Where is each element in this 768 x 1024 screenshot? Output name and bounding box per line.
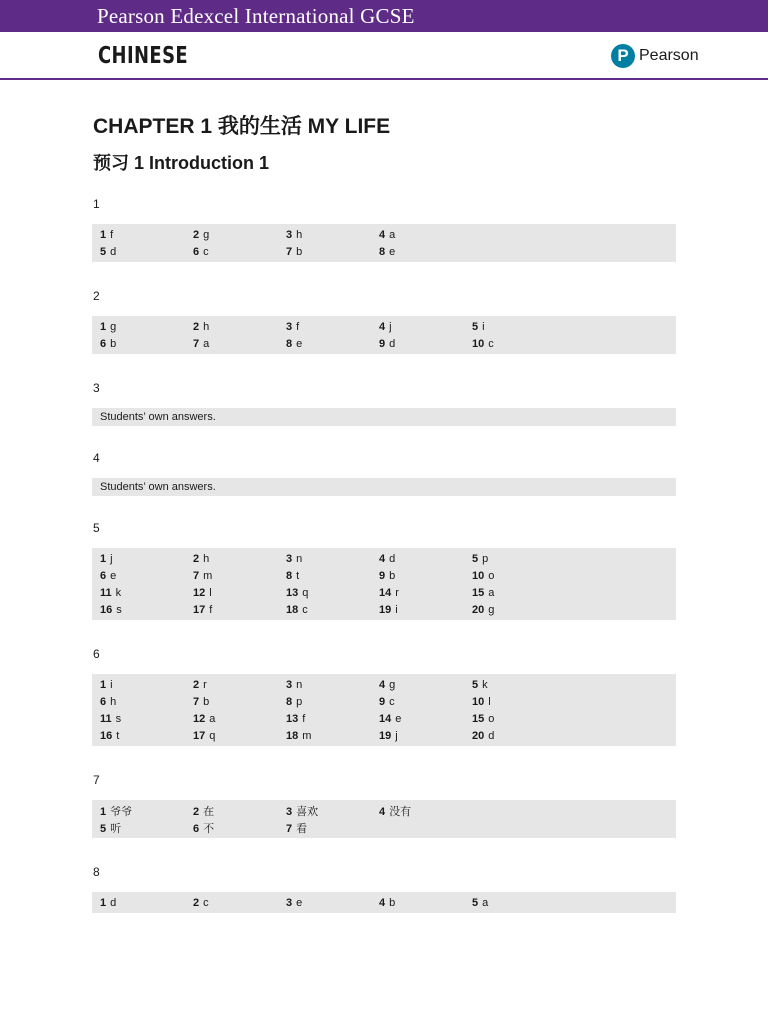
item-answer: g	[389, 678, 396, 691]
item-answer: b	[389, 569, 396, 582]
item-answer: c	[302, 603, 308, 616]
answer-text: Students’ own answers.	[92, 478, 676, 496]
item-answer: g	[110, 320, 117, 333]
pearson-logo	[611, 44, 699, 68]
header-divider	[0, 78, 768, 80]
question-block	[0, 521, 768, 620]
item-number: 5	[472, 678, 479, 691]
item-answer: j	[389, 320, 392, 333]
item-number: 19	[379, 729, 392, 742]
answer-cell	[371, 321, 464, 333]
answer-row	[92, 676, 676, 693]
question-block	[0, 773, 768, 838]
item-answer: a	[482, 896, 489, 909]
item-number: 6	[100, 695, 107, 708]
question-block	[0, 197, 768, 262]
answer-cell	[278, 820, 371, 836]
item-answer: 爷爷	[110, 805, 133, 818]
answer-cell	[371, 553, 464, 565]
answer-cell	[92, 321, 185, 333]
item-answer: i	[482, 320, 485, 333]
item-number: 18	[286, 729, 299, 742]
header-title: Pearson Edexcel International GCSE	[97, 4, 415, 28]
answer-cell	[92, 803, 185, 819]
answer-row	[92, 318, 676, 335]
item-answer: f	[110, 228, 114, 241]
answer-cell	[278, 897, 371, 909]
answer-cell	[371, 730, 464, 742]
item-number: 15	[472, 712, 485, 725]
item-number: 13	[286, 586, 299, 599]
answer-cell	[92, 713, 185, 725]
answer-cell	[92, 604, 185, 616]
item-number: 7	[286, 822, 293, 835]
item-number: 19	[379, 603, 392, 616]
item-number: 8	[286, 695, 293, 708]
item-answer: o	[488, 569, 495, 582]
answer-cell	[371, 604, 464, 616]
item-answer: i	[395, 603, 398, 616]
item-answer: b	[389, 896, 396, 909]
item-answer: h	[203, 552, 210, 565]
item-answer: e	[389, 245, 396, 258]
item-number: 8	[379, 245, 386, 258]
item-answer: d	[110, 896, 117, 909]
item-answer: f	[209, 603, 213, 616]
item-answer: 在	[203, 805, 215, 818]
answer-cell	[371, 338, 464, 350]
answer-cell	[185, 897, 278, 909]
answer-cell	[464, 553, 557, 565]
item-answer: l	[488, 695, 491, 708]
item-answer: 喜欢	[296, 805, 319, 818]
answer-cell	[92, 897, 185, 909]
item-answer: a	[203, 337, 210, 350]
answer-cell	[464, 604, 557, 616]
section-title: 预习 1 Introduction 1	[93, 153, 270, 173]
item-number: 11	[100, 712, 112, 725]
answer-cell	[185, 803, 278, 819]
question-number: 4	[93, 451, 100, 465]
item-number: 17	[193, 603, 206, 616]
question-number: 6	[93, 647, 100, 661]
item-number: 8	[286, 337, 293, 350]
item-number: 2	[193, 678, 200, 691]
answer-cell	[185, 713, 278, 725]
answer-list	[0, 197, 768, 940]
item-answer: t	[116, 729, 120, 742]
item-answer: a	[209, 712, 216, 725]
item-answer: c	[488, 337, 494, 350]
answer-cell	[185, 604, 278, 616]
answer-cell	[92, 679, 185, 691]
answer-cell	[371, 803, 464, 819]
item-number: 16	[100, 603, 113, 616]
item-answer: 听	[110, 822, 122, 835]
answer-grid	[92, 548, 676, 620]
answer-grid	[92, 316, 676, 354]
item-answer: f	[302, 712, 306, 725]
item-answer: o	[488, 712, 495, 725]
answer-cell	[371, 587, 464, 599]
item-answer: f	[296, 320, 300, 333]
item-answer: d	[488, 729, 495, 742]
item-answer: e	[296, 896, 303, 909]
item-number: 4	[379, 320, 386, 333]
answer-cell	[92, 570, 185, 582]
answer-cell	[371, 696, 464, 708]
answer-cell	[464, 587, 557, 599]
answer-cell	[92, 553, 185, 565]
question-block	[0, 865, 768, 913]
item-number: 1	[100, 320, 107, 333]
item-number: 4	[379, 678, 386, 691]
item-answer: e	[110, 569, 117, 582]
item-answer: c	[203, 245, 209, 258]
answer-cell	[371, 246, 464, 258]
item-answer: b	[110, 337, 117, 350]
answer-cell	[185, 553, 278, 565]
item-number: 2	[193, 805, 200, 818]
item-number: 9	[379, 569, 386, 582]
item-number: 9	[379, 337, 386, 350]
item-number: 1	[100, 896, 107, 909]
item-answer: k	[115, 586, 122, 599]
item-number: 8	[286, 569, 293, 582]
item-answer: g	[203, 228, 210, 241]
item-number: 1	[100, 678, 107, 691]
answer-cell	[185, 321, 278, 333]
answer-cell	[185, 696, 278, 708]
question-number: 5	[93, 521, 100, 535]
answer-cell	[278, 696, 371, 708]
item-number: 5	[100, 245, 107, 258]
question-number: 2	[93, 289, 100, 303]
item-answer: d	[110, 245, 117, 258]
item-answer: q	[209, 729, 216, 742]
item-answer: t	[296, 569, 300, 582]
item-number: 15	[472, 586, 485, 599]
question-number: 1	[93, 197, 100, 211]
answer-row	[92, 584, 676, 601]
item-number: 2	[193, 320, 200, 333]
item-answer: j	[395, 729, 398, 742]
item-number: 3	[286, 228, 293, 241]
chapter-title: CHAPTER 1 我的生活 MY LIFE	[93, 115, 391, 138]
item-answer: p	[296, 695, 303, 708]
item-number: 6	[193, 245, 200, 258]
item-answer: n	[296, 678, 303, 691]
subject-title: CHINESE	[98, 43, 189, 69]
item-number: 17	[193, 729, 206, 742]
item-number: 3	[286, 552, 293, 565]
item-answer: s	[116, 603, 122, 616]
answer-cell	[464, 713, 557, 725]
answer-cell	[371, 570, 464, 582]
item-answer: i	[110, 678, 113, 691]
item-answer: g	[488, 603, 495, 616]
item-number: 5	[472, 320, 479, 333]
item-answer: q	[302, 586, 309, 599]
answer-cell	[185, 730, 278, 742]
answer-cell	[278, 229, 371, 241]
item-answer: b	[296, 245, 303, 258]
item-answer: c	[203, 896, 209, 909]
answer-cell	[278, 803, 371, 819]
answer-cell	[464, 696, 557, 708]
item-answer: d	[389, 552, 396, 565]
answer-cell	[92, 730, 185, 742]
item-number: 2	[193, 228, 200, 241]
answer-row	[92, 710, 676, 727]
question-block	[0, 647, 768, 746]
item-number: 3	[286, 678, 293, 691]
answer-cell	[278, 713, 371, 725]
item-number: 1	[100, 552, 107, 565]
item-answer: k	[482, 678, 488, 691]
answer-cell	[464, 570, 557, 582]
item-number: 14	[379, 586, 392, 599]
item-number: 6	[100, 569, 107, 582]
question-block	[0, 289, 768, 354]
item-number: 10	[472, 695, 485, 708]
answer-cell	[278, 570, 371, 582]
item-answer: m	[302, 729, 312, 742]
item-number: 1	[100, 805, 107, 818]
answer-cell	[185, 679, 278, 691]
item-number: 12	[193, 712, 206, 725]
answer-cell	[464, 897, 557, 909]
answer-cell	[464, 338, 557, 350]
question-number: 3	[93, 381, 100, 395]
answer-cell	[278, 338, 371, 350]
pearson-logo-text: Pearson	[639, 47, 699, 64]
answer-cell	[371, 679, 464, 691]
answer-grid	[92, 892, 676, 913]
item-number: 2	[193, 896, 200, 909]
answer-cell	[185, 570, 278, 582]
answer-cell	[371, 229, 464, 241]
answer-cell	[464, 321, 557, 333]
answer-cell	[92, 338, 185, 350]
answer-row	[92, 567, 676, 584]
answer-cell	[278, 246, 371, 258]
pearson-logo-icon: P	[611, 44, 635, 68]
answer-row	[92, 802, 676, 819]
answer-cell	[185, 587, 278, 599]
answer-cell	[92, 246, 185, 258]
answer-cell	[185, 246, 278, 258]
item-number: 2	[193, 552, 200, 565]
item-answer: e	[395, 712, 402, 725]
item-answer: h	[110, 695, 117, 708]
item-answer: h	[296, 228, 303, 241]
item-answer: c	[389, 695, 395, 708]
item-number: 20	[472, 603, 485, 616]
answer-cell	[185, 820, 278, 836]
item-number: 4	[379, 552, 386, 565]
item-answer: h	[203, 320, 210, 333]
item-answer: r	[203, 678, 207, 691]
item-number: 4	[379, 805, 386, 818]
item-answer: m	[203, 569, 213, 582]
item-number: 7	[193, 569, 200, 582]
answer-cell	[371, 897, 464, 909]
answer-cell	[278, 553, 371, 565]
item-number: 7	[193, 337, 200, 350]
item-number: 1	[100, 228, 107, 241]
item-answer: a	[488, 586, 495, 599]
item-number: 6	[193, 822, 200, 835]
answer-row	[92, 243, 676, 260]
answer-row	[92, 727, 676, 744]
item-answer: s	[115, 712, 122, 725]
answer-cell	[185, 229, 278, 241]
item-number: 5	[100, 822, 107, 835]
answer-row	[92, 335, 676, 352]
item-number: 10	[472, 569, 485, 582]
answer-cell	[92, 696, 185, 708]
item-number: 3	[286, 896, 293, 909]
answer-cell	[371, 713, 464, 725]
answer-row	[92, 894, 676, 911]
header-banner	[0, 0, 768, 32]
answer-cell	[278, 730, 371, 742]
answer-row	[92, 693, 676, 710]
item-number: 16	[100, 729, 113, 742]
item-number: 3	[286, 805, 293, 818]
answer-cell	[278, 604, 371, 616]
question-block	[0, 381, 768, 426]
answer-row	[92, 226, 676, 243]
answer-cell	[92, 229, 185, 241]
item-number: 12	[193, 586, 206, 599]
item-number: 18	[286, 603, 299, 616]
item-answer: l	[209, 586, 212, 599]
item-answer: j	[110, 552, 113, 565]
item-number: 3	[286, 320, 293, 333]
item-answer: a	[389, 228, 396, 241]
item-number: 6	[100, 337, 107, 350]
item-answer: 看	[296, 822, 308, 835]
item-number: 7	[286, 245, 293, 258]
answer-cell	[92, 587, 185, 599]
answer-cell	[185, 338, 278, 350]
item-answer: p	[482, 552, 489, 565]
answer-cell	[464, 730, 557, 742]
item-number: 5	[472, 552, 479, 565]
answer-cell	[278, 321, 371, 333]
answer-cell	[92, 820, 185, 836]
item-number: 5	[472, 896, 479, 909]
item-answer: 没有	[389, 805, 412, 818]
question-number: 7	[93, 773, 100, 787]
item-number: 9	[379, 695, 386, 708]
question-block	[0, 451, 768, 496]
answer-grid	[92, 674, 676, 746]
item-number: 4	[379, 896, 386, 909]
item-number: 4	[379, 228, 386, 241]
answer-row	[92, 819, 676, 836]
answer-grid	[92, 224, 676, 262]
item-answer: d	[389, 337, 396, 350]
answer-cell	[464, 679, 557, 691]
item-answer: r	[395, 586, 399, 599]
item-answer: b	[203, 695, 210, 708]
item-number: 13	[286, 712, 299, 725]
item-number: 7	[193, 695, 200, 708]
item-number: 20	[472, 729, 485, 742]
item-answer: e	[296, 337, 303, 350]
answer-row	[92, 601, 676, 618]
question-number: 8	[93, 865, 100, 879]
item-answer: 不	[203, 822, 215, 835]
item-number: 14	[379, 712, 392, 725]
item-number: 10	[472, 337, 485, 350]
item-answer: n	[296, 552, 303, 565]
answer-text: Students’ own answers.	[92, 408, 676, 426]
answer-grid	[92, 800, 676, 838]
answer-cell	[278, 587, 371, 599]
item-number: 11	[100, 586, 112, 599]
answer-row	[92, 550, 676, 567]
answer-cell	[278, 679, 371, 691]
